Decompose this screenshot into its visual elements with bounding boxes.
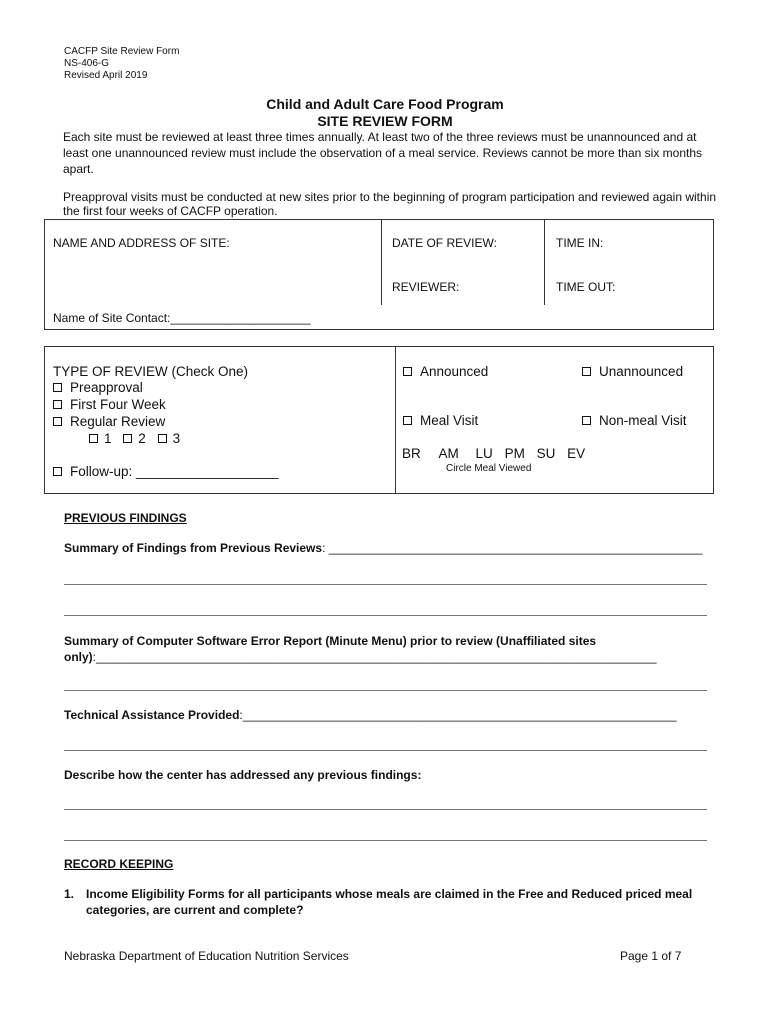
footer-organization: Nebraska Department of Education Nutrition Services: [64, 949, 349, 963]
answer-line[interactable]: [64, 690, 707, 691]
summary-previous-reviews-field[interactable]: [64, 541, 702, 555]
previous-findings-heading: PREVIOUS FINDINGS: [64, 511, 187, 525]
answer-line[interactable]: [64, 584, 707, 585]
summary-blank: : ________________________________________________________: [322, 541, 703, 555]
table-divider: [381, 219, 382, 305]
checkbox-icon[interactable]: [403, 416, 412, 425]
software-report-blank: :____________________________________________________________________________________: [92, 650, 657, 664]
announced-option[interactable]: [403, 364, 488, 379]
intro-paragraph-2: Preapproval visits must be conducted at new sites prior to the beginning of program participation and reviewed again within the first four weeks of CACFP operation.: [63, 190, 717, 218]
describe-findings-label: Describe how the center has addressed any previous findings:: [64, 768, 422, 782]
table-divider: [544, 219, 545, 305]
site-contact-field[interactable]: Name of Site Contact:_____________________: [53, 311, 311, 325]
checkbox-icon[interactable]: [403, 367, 412, 376]
checkbox-icon[interactable]: [158, 434, 167, 443]
software-report-field[interactable]: [64, 650, 657, 664]
regular-review-option[interactable]: [53, 414, 165, 429]
review-type-divider: [395, 346, 396, 494]
meal-type-options: [402, 446, 585, 461]
checkbox-icon[interactable]: [123, 434, 132, 443]
intro-paragraph-1: Each site must be reviewed at least three times annually. At least two of the three reviews must be unannounced and at least one unannounced review must include the observation of a meal service. Reviews cannot be more than six months apart.: [63, 130, 703, 176]
form-name: CACFP Site Review Form: [64, 46, 180, 57]
preapproval-option[interactable]: [53, 380, 143, 395]
unannounced-option[interactable]: [582, 364, 683, 379]
first-four-week-option[interactable]: [53, 397, 166, 412]
software-report-label: Summary of Computer Software Error Report (Minute Menu) prior to review (Unaffiliated sites: [64, 634, 597, 648]
form-title: SITE REVIEW FORM: [317, 113, 453, 129]
reg-2-label: 2: [138, 431, 146, 446]
review-type-heading: TYPE OF REVIEW (Check One): [53, 364, 249, 379]
technical-assistance-blank: :_________________________________________________________________: [239, 708, 677, 722]
follow-up-option[interactable]: [53, 464, 279, 479]
meal-lu[interactable]: LU: [475, 446, 493, 461]
meal-su[interactable]: SU: [536, 446, 556, 461]
technical-assistance-label: Technical Assistance Provided: [64, 708, 240, 722]
regular-review-label: Regular Review: [70, 414, 166, 429]
first-four-week-label: First Four Week: [70, 397, 166, 412]
summary-previous-reviews-label: Summary of Findings from Previous Reviews: [64, 541, 323, 555]
item-1-text-cont: categories, are current and complete?: [86, 903, 304, 917]
preapproval-label: Preapproval: [70, 380, 143, 395]
meal-ev[interactable]: EV: [567, 446, 586, 461]
answer-line[interactable]: [64, 615, 707, 616]
program-title: Child and Adult Care Food Program: [266, 96, 504, 112]
checkbox-icon[interactable]: [53, 400, 62, 409]
form-number: NS-406-G: [64, 58, 110, 69]
meal-visit-option[interactable]: [403, 413, 478, 428]
checkbox-icon[interactable]: [582, 367, 591, 376]
meal-pm[interactable]: PM: [504, 446, 525, 461]
checkbox-icon[interactable]: [53, 417, 62, 426]
answer-line[interactable]: [64, 809, 707, 810]
reg-1-label: 1: [104, 431, 112, 446]
follow-up-label: Follow-up: ___________________: [70, 464, 279, 479]
meal-br[interactable]: BR: [402, 446, 421, 461]
non-meal-visit-option[interactable]: [582, 413, 687, 428]
circle-meal-note: Circle Meal Viewed: [446, 463, 532, 474]
announced-label: Announced: [420, 364, 489, 379]
time-out-label: TIME OUT:: [556, 280, 616, 294]
meal-am[interactable]: AM: [438, 446, 459, 461]
item-1-number: 1.: [64, 887, 75, 901]
date-of-review-label: DATE OF REVIEW:: [392, 236, 497, 250]
answer-line[interactable]: [64, 840, 707, 841]
revision-date: Revised April 2019: [64, 70, 148, 81]
name-address-label: NAME AND ADDRESS OF SITE:: [53, 236, 230, 250]
item-1-text: Income Eligibility Forms for all participants whose meals are claimed in the Free and Reduced priced meal: [86, 887, 693, 901]
record-keeping-heading: RECORD KEEPING: [64, 857, 174, 871]
technical-assistance-field[interactable]: [64, 708, 677, 722]
checkbox-icon[interactable]: [53, 383, 62, 392]
meal-visit-label: Meal Visit: [420, 413, 479, 428]
non-meal-visit-label: Non-meal Visit: [599, 413, 687, 428]
checkbox-icon[interactable]: [53, 467, 62, 476]
checkbox-icon[interactable]: [582, 416, 591, 425]
software-report-label-cont: only): [64, 650, 93, 664]
checkbox-icon[interactable]: [89, 434, 98, 443]
regular-review-number-options: [89, 431, 180, 446]
reviewer-label: REVIEWER:: [392, 280, 460, 294]
reg-3-label: 3: [172, 431, 181, 446]
time-in-label: TIME IN:: [556, 236, 604, 250]
page-number: Page 1 of 7: [620, 949, 682, 963]
answer-line[interactable]: [64, 750, 707, 751]
unannounced-label: Unannounced: [599, 364, 684, 379]
